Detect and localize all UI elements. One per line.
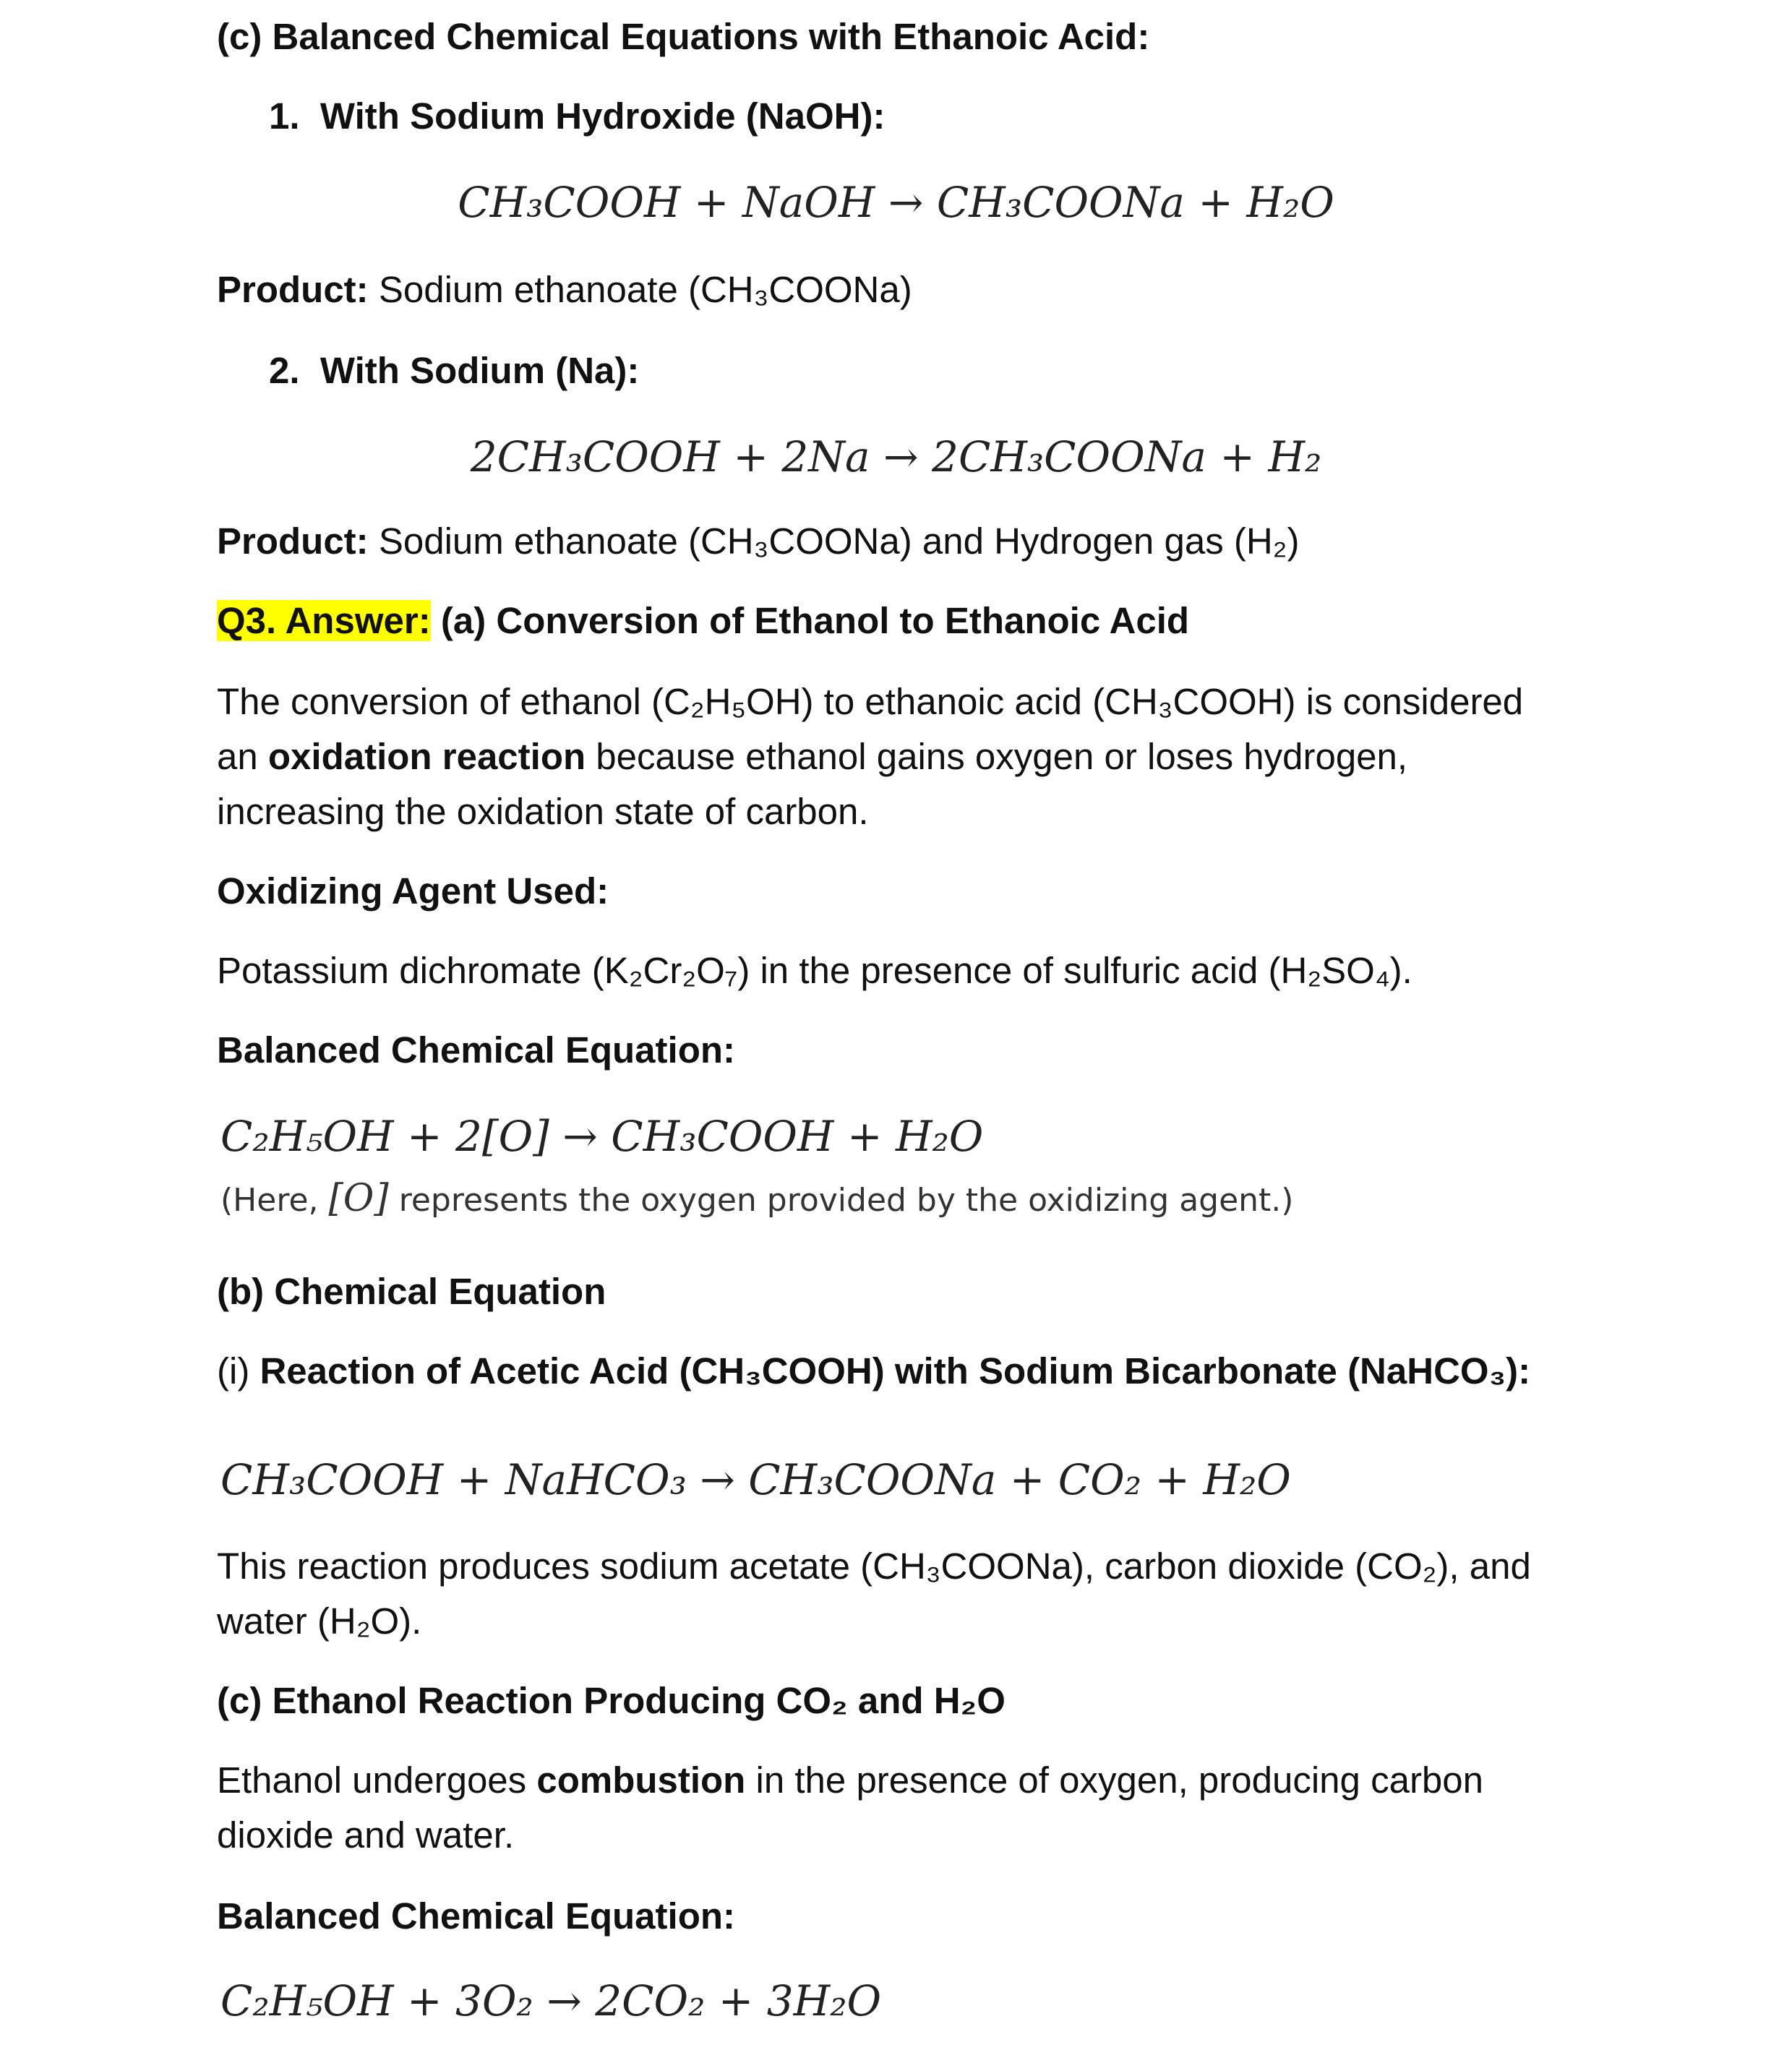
list-item-number: 1. [269, 95, 300, 137]
q3-answer-label: Q3. Answer: [217, 600, 431, 641]
product-text: Sodium ethanoate (CH₃COONa) [368, 269, 912, 310]
equation-combustion: C₂H₅OH + 3O₂ → 2CO₂ + 3H₂O [220, 1976, 882, 2025]
product-text: Sodium ethanoate (CH₃COONa) and Hydrogen gas (H₂) [368, 520, 1300, 562]
balanced-equation-heading-2: Balanced Chemical Equation: [217, 1895, 735, 1937]
list-item-title: With Sodium (Na): [320, 350, 640, 391]
list-item-1-title [269, 88, 885, 145]
list-item-2-title [269, 343, 639, 399]
list-item-title: With Sodium Hydroxide (NaOH): [320, 95, 886, 137]
subheading-bold: Reaction of Acetic Acid (CH₃COOH) with Sodium Bicarbonate (NaHCO₃): [260, 1350, 1531, 1392]
text-run: (i) [217, 1350, 260, 1392]
equation-bicarbonate: CH₃COOH + NaHCO₃ → CH₃COONa + CO₂ + H₂O [220, 1455, 1291, 1504]
oxidation-reaction-term: oxidation reaction [267, 736, 586, 777]
combustion-paragraph-line-2: dioxide and water. [217, 1814, 515, 1856]
list-item-number: 2. [269, 350, 300, 391]
oxygen-symbol: [O] [328, 1177, 389, 1220]
q3-paragraph-line-1: The conversion of ethanol (C₂H₅OH) to ethanoic acid (CH₃COOH) is considered [217, 681, 1524, 722]
product-label: Product: [217, 520, 369, 562]
q3-heading [217, 593, 1189, 649]
section-heading-c: (c) Balanced Chemical Equations with Ethanoic Acid: [217, 16, 1150, 57]
text-run: because ethanol gains oxygen or loses hydrogen, [586, 736, 1408, 777]
oxidizing-agent-heading: Oxidizing Agent Used: [217, 870, 609, 912]
text-run: in the presence of oxygen, producing carbon [745, 1759, 1484, 1801]
text-run: (Here, [220, 1182, 329, 1219]
product-label: Product: [217, 269, 369, 310]
equation-naoh: CH₃COOH + NaOH → CH₃COONa + H₂O [458, 178, 1334, 227]
product-line-1 [217, 262, 912, 318]
section-heading-c2: (c) Ethanol Reaction Producing CO₂ and H₂O [217, 1680, 1006, 1721]
equation-note [220, 1175, 1293, 1224]
subheading-bicarbonate [217, 1343, 1530, 1399]
text-run: Ethanol undergoes [217, 1759, 537, 1801]
q3-paragraph-line-3: increasing the oxidation state of carbon. [217, 791, 869, 832]
text-run: represents the oxygen provided by the oxidizing agent.) [388, 1182, 1294, 1219]
balanced-equation-heading-1: Balanced Chemical Equation: [217, 1029, 735, 1071]
equation-ethanol-oxidation: C₂H₅OH + 2[O] → CH₃COOH + H₂O [220, 1112, 984, 1161]
section-heading-b: (b) Chemical Equation [217, 1271, 606, 1312]
combustion-term: combustion [536, 1759, 746, 1801]
combustion-paragraph-line-1 [217, 1752, 1483, 1809]
text-run: an [217, 736, 268, 777]
oxidizing-agent-text: Potassium dichromate (K₂Cr₂O₇) in the presence of sulfuric acid (H₂SO₄). [217, 950, 1412, 991]
q3-paragraph-line-2 [217, 729, 1407, 785]
equation-sodium: 2CH₃COOH + 2Na → 2CH₃COONa + H₂ [470, 432, 1322, 481]
bicarbonate-paragraph-line-1: This reaction produces sodium acetate (CH₃COONa), carbon dioxide (CO₂), and [217, 1545, 1531, 1587]
bicarbonate-paragraph-line-2: water (H₂O). [217, 1600, 422, 1642]
product-line-2 [217, 513, 1299, 570]
q3-heading-text: (a) Conversion of Ethanol to Ethanoic Acid [430, 600, 1190, 641]
